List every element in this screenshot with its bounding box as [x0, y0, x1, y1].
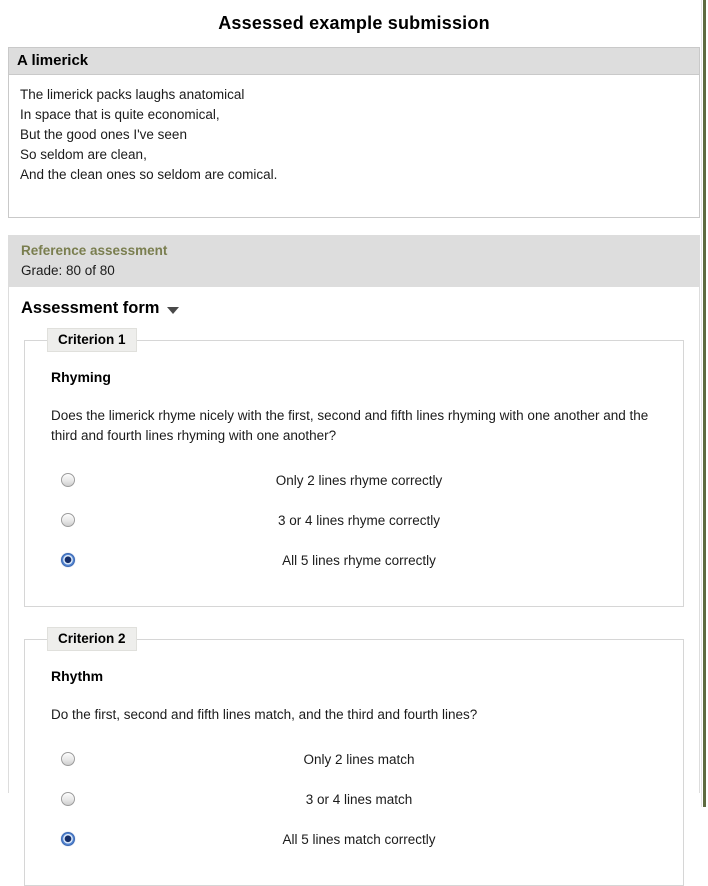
radio-button-selected[interactable] [61, 832, 75, 846]
submission-box [8, 47, 700, 218]
criterion-2-name: Rhythm [51, 668, 104, 684]
criterion-1-description: Does the limerick rhyme nicely with the first, second and fifth lines rhyming with one another and the third and fourth lines rhyming with one another? [51, 408, 649, 443]
criterion-2-legend: Criterion 2 [47, 627, 137, 651]
radio-button-selected[interactable] [61, 553, 75, 567]
criterion-2-option-row [45, 819, 663, 859]
radio-button[interactable] [61, 752, 75, 766]
limerick-line: But the good ones I've seen [20, 127, 187, 142]
criterion-2-description: Do the first, second and fifth lines match, and the third and fourth lines? [51, 707, 478, 722]
chevron-down-icon[interactable] [167, 307, 179, 314]
criterion-1-name: Rhyming [51, 369, 111, 385]
assessment-form-heading [21, 299, 699, 318]
radio-button[interactable] [61, 473, 75, 487]
radio-button[interactable] [61, 792, 75, 806]
option-label: All 5 lines rhyme correctly [282, 552, 436, 568]
criterion-2-option-row [45, 779, 663, 819]
reference-assessment-header [9, 235, 699, 287]
page-title: Assessed example submission [218, 13, 490, 33]
content-column-divider [701, 0, 702, 807]
submission-title: A limerick [9, 48, 699, 75]
criterion-1-box [24, 328, 684, 607]
limerick-line: So seldom are clean, [20, 147, 147, 162]
option-label: 3 or 4 lines rhyme correctly [277, 512, 441, 528]
criterion-1-option-row [45, 460, 663, 500]
option-label: 3 or 4 lines match [305, 791, 413, 807]
limerick-line: The limerick packs laughs anatomical [20, 87, 245, 102]
option-label: All 5 lines match correctly [282, 831, 436, 847]
criterion-1-legend: Criterion 1 [47, 328, 137, 352]
criterion-1-option-row [45, 500, 663, 540]
criterion-1-option-row [45, 540, 663, 580]
limerick-line: In space that is quite economical, [20, 107, 220, 122]
reference-assessment-title: Reference assessment [21, 243, 168, 258]
assessment-form-label: Assessment form [21, 299, 160, 317]
criterion-2-option-row [45, 739, 663, 779]
submission-text [9, 75, 699, 217]
reference-assessment-section [8, 235, 700, 847]
limerick-line: And the clean ones so seldom are comical. [20, 167, 278, 182]
radio-button[interactable] [61, 513, 75, 527]
option-label: Only 2 lines rhyme correctly [275, 472, 443, 488]
criterion-2-box [24, 627, 684, 886]
page-edge-border [703, 0, 706, 807]
option-label: Only 2 lines match [303, 751, 415, 767]
grade-text: Grade: 80 of 80 [21, 263, 115, 278]
